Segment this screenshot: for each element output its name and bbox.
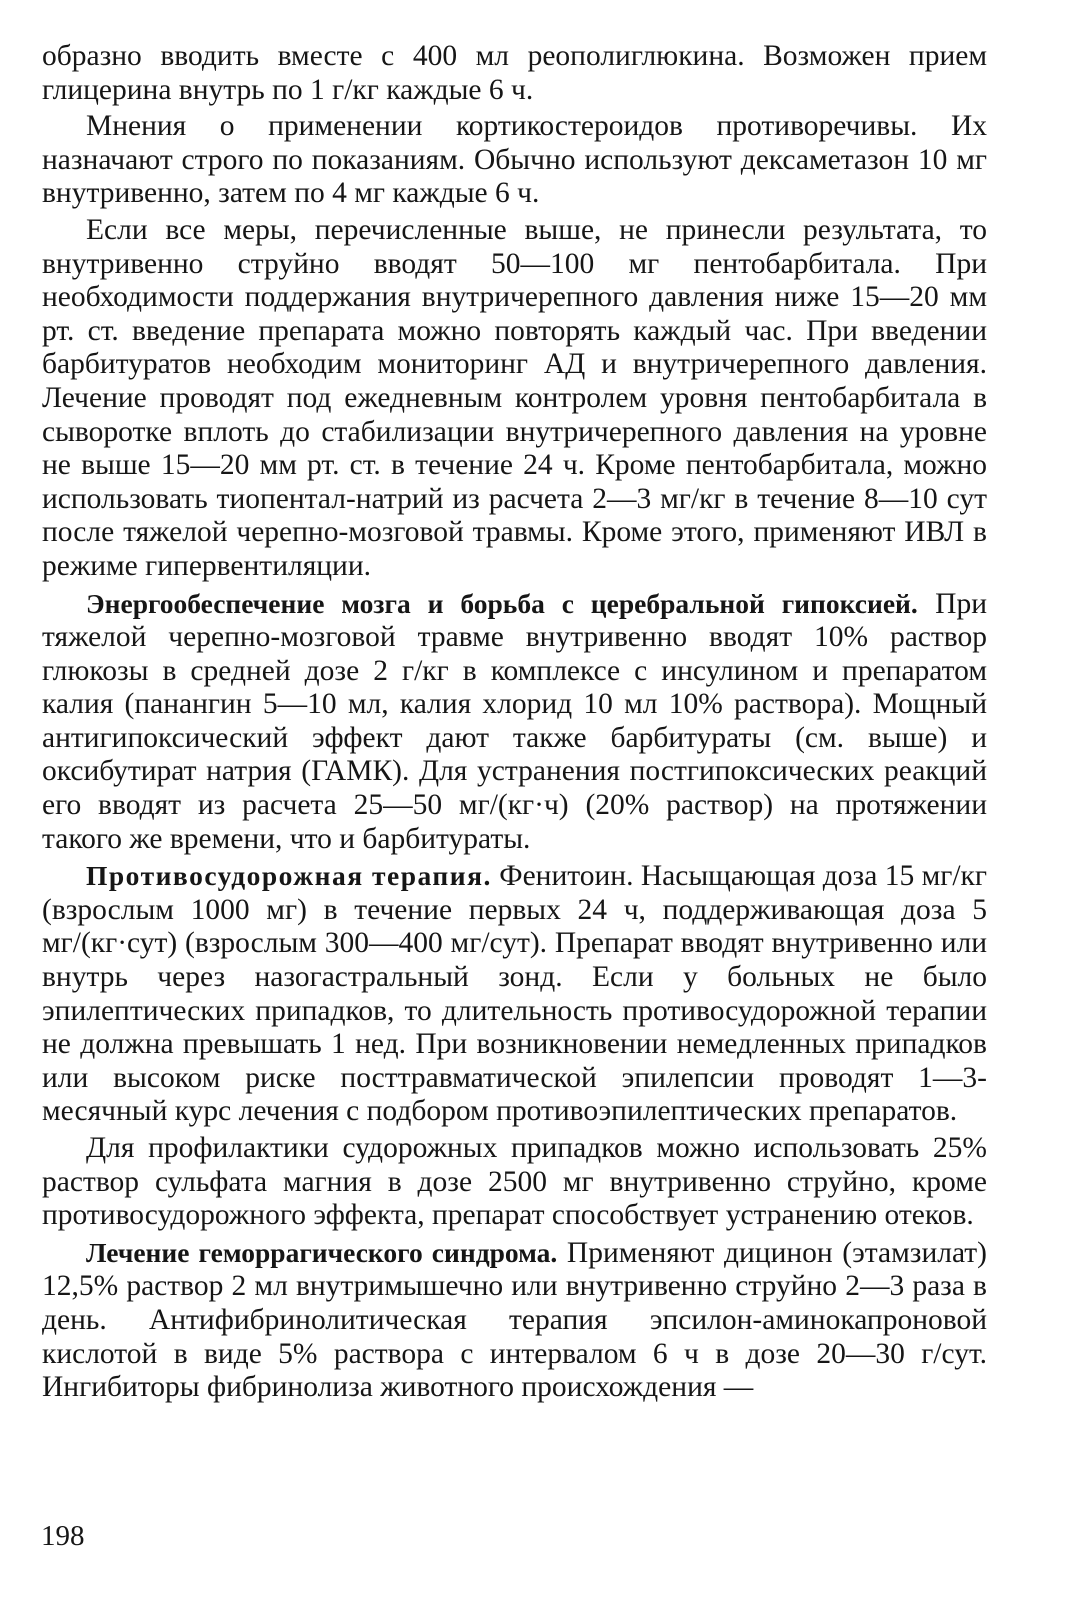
- section-heading: Энергообеспечение мозга и борьба с церебральной гипоксией.: [86, 587, 918, 619]
- paragraph-anticonvulsant: [42, 859, 987, 1129]
- section-heading: Лечение геморрагического синдрома.: [86, 1236, 558, 1268]
- paragraph-continuation: [42, 40, 987, 107]
- paragraph-text: Применяют дицинон (этамзилат) 12,5% раствор 2 мл внутримышечно или внутривенно струйно 2—3 раза в день. Антифибринолитическая терапия эпсилон-аминокапроновой кислотой в виде 5% раствора с интервалом 6 ч в дозе 20—30 г/сут. Ингибиторы фибринолиза животного происхождения —: [42, 1236, 988, 1404]
- paragraph-text: Фенитоин. Насыщающая доза 15 мг/кг (взрослым 1000 мг) в течение первых 24 ч, поддерживающая доза 5 мг/(кг·сут) (взрослым 300—400 мг/сут). Препарат вводят внутривенно или внутрь через назогастральный зонд. Если у больных не было эпилептических припадков, то длительность противосудорожной терапии не должна превышать 1 нед. При возникновении немедленных припадков или высоком риске посттравматической эпилепсии проводят 1—3-месячный курс лечения с подбором противоэпилептических препаратов.: [42, 860, 987, 1128]
- paragraph-pentobarbital: [42, 214, 987, 584]
- page-number: 198: [41, 1520, 85, 1552]
- paragraph-hemorrhagic: [42, 1236, 987, 1405]
- paragraph-text: Мнения о применении кортикостероидов противоречивы. Их назначают строго по показаниям. Обычно используют дексаметазон 10 мг внутривенно, затем по 4 мг каждые 6 ч.: [42, 110, 987, 210]
- page-body: [42, 40, 987, 1408]
- paragraph-text: Для профилактики судорожных припадков можно использовать 25% раствор сульфата магния в дозе 2500 мг внутривенно струйно, кроме противосудорожного эффекта, препарат способствует устранению отеков.: [42, 1132, 987, 1232]
- paragraph-brain-energy: [42, 587, 987, 857]
- paragraph-text: При тяжелой черепно-мозговой травме внутривенно вводят 10% раствор глюкозы в средней дозе 2 г/кг в комплексе с инсулином и препаратом калия (панангин 5—10 мл, калия хлорид 10 мл 10% раствора). Мощный антигипоксический эффект дают также барбитураты (см. выше) и оксибутират натрия (ГАМК). Для устранения постгипоксических реакций его вводят из расчета 25—50 мг/(кг·ч) (20% раствор) на протяжении такого же времени, что и барбитураты.: [42, 587, 988, 855]
- paragraph-corticosteroids: [42, 110, 987, 211]
- paragraph-magnesium: [42, 1132, 987, 1233]
- section-heading: Противосудорожная терапия.: [86, 860, 492, 892]
- paragraph-text: образно вводить вместе с 400 мл реополиглюкина. Возможен прием глицерина внутрь по 1 г/кг каждые 6 ч.: [42, 40, 987, 106]
- paragraph-text: Если все меры, перечисленные выше, не принесли результата, то внутривенно струйно вводят 50—100 мг пентобарбитала. При необходимости поддержания внутричерепного давления ниже 15—20 мм рт. ст. введение препарата можно повторять каждый час. При введении барбитуратов необходим мониторинг АД и внутричерепного давления. Лечение проводят под ежедневным контролем уровня пентобарбитала в сыворотке вплоть до стабилизации внутричерепного давления на уровне не выше 15—20 мм рт. ст. в течение 24 ч. Кроме пентобарбитала, можно использовать тиопентал-натрий из расчета 2—3 мг/кг в течение 8—10 сут после тяжелой черепно-мозговой травмы. Кроме этого, применяют ИВЛ в режиме гипервентиляции.: [42, 213, 987, 582]
